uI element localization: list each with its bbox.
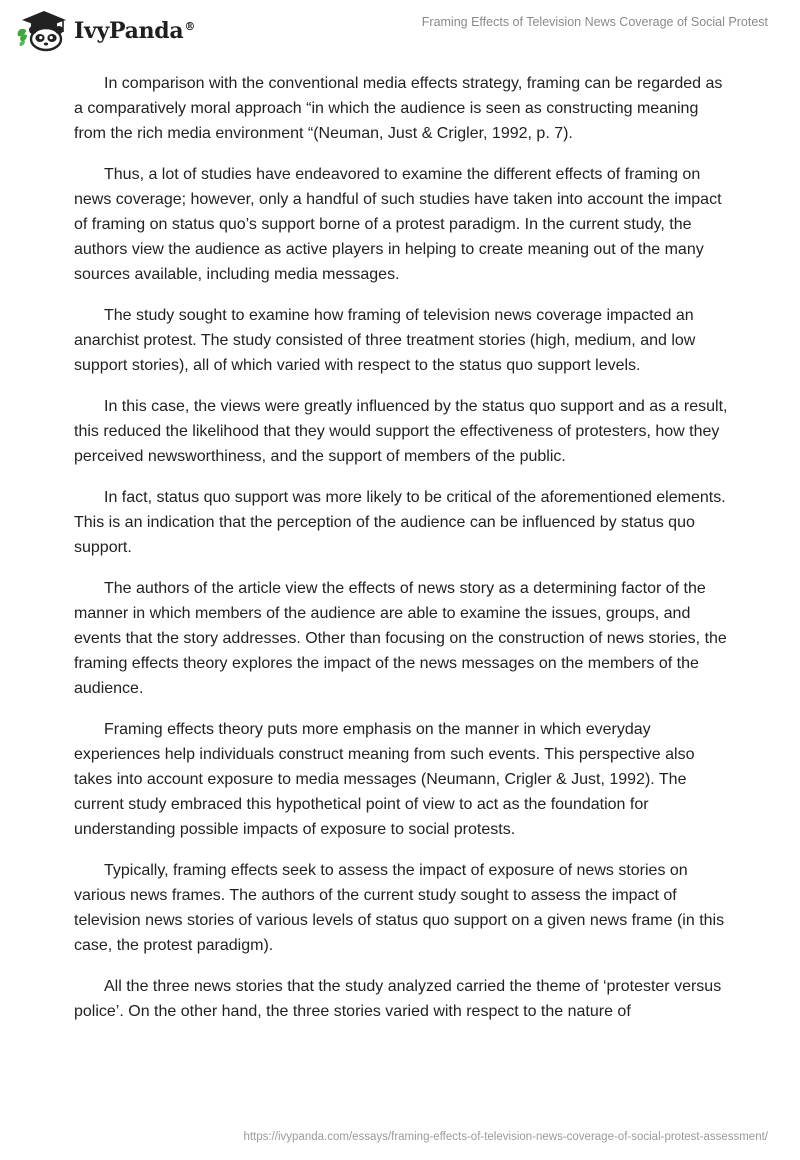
paragraph: The study sought to examine how framing of television news coverage impacted an anarchist protest. The study consisted of three treatment stories (high, medium, and low support stories), all of which varied with respect to the status quo support levels.: [74, 307, 696, 374]
paragraph: Framing effects theory puts more emphasis on the manner in which everyday experiences help individuals construct meaning from such events. This perspective also takes into account exposure to media messages (Neumann, Crigler & Just, 1992). The current study embraced this hypothetical point of view to act as the foundation for understanding possible impacts of exposure to social protests.: [74, 721, 695, 838]
paragraph: In this case, the views were greatly influenced by the status quo support and as a result, this reduced the likelihood that they would support the effectiveness of protesters, how they perceived newsworthiness, and the support of members of the public.: [74, 398, 728, 465]
ivypanda-logo[interactable]: [14, 8, 195, 52]
panda-logo-icon: [14, 8, 72, 52]
logo-text: IvyPanda: [74, 18, 184, 44]
document-title: Framing Effects of Television News Coverage of Social Protest: [421, 15, 768, 29]
paragraph: In fact, status quo support was more likely to be critical of the aforementioned elements. This is an indication that the perception of the audience can be influenced by status quo support.: [74, 489, 726, 556]
page-header: [0, 0, 800, 60]
paragraph: Thus, a lot of studies have endeavored to examine the different effects of framing on news coverage; however, only a handful of such studies have taken into account the impact of framing on status quo’s support borne of a protest paradigm. In the current study, the authors view the audience as active players in helping to create meaning out of the many sources available, including media messages.: [74, 166, 722, 283]
registered-mark: ®: [184, 19, 196, 33]
logo-wordmark: [74, 18, 195, 44]
paragraph: In comparison with the conventional media effects strategy, framing can be regarded as a comparatively moral approach “in which the audience is seen as constructing meaning from the rich media environment “(Neuman, Just & Crigler, 1992, p. 7).: [74, 75, 723, 142]
source-url[interactable]: https://ivypanda.com/essays/framing-effects-of-television-news-coverage-of-social-protest-assessment/: [243, 1131, 768, 1143]
essay-body: [74, 71, 734, 1040]
paragraph: Typically, framing effects seek to assess the impact of exposure of news stories on various news frames. The authors of the current study sought to assess the impact of television news stories of various levels of status quo support on a given news frame (in this case, the protest paradigm).: [74, 862, 725, 954]
paragraph: All the three news stories that the study analyzed carried the theme of ‘protester versus police’. On the other hand, the three stories varied with respect to the nature of: [74, 978, 722, 1020]
paragraph: The authors of the article view the effects of news story as a determining factor of the manner in which members of the audience are able to examine the issues, groups, and events that the story addresses. Other than focusing on the construction of news stories, the framing effects theory explores the impact of the news messages on the members of the audience.: [74, 580, 727, 697]
